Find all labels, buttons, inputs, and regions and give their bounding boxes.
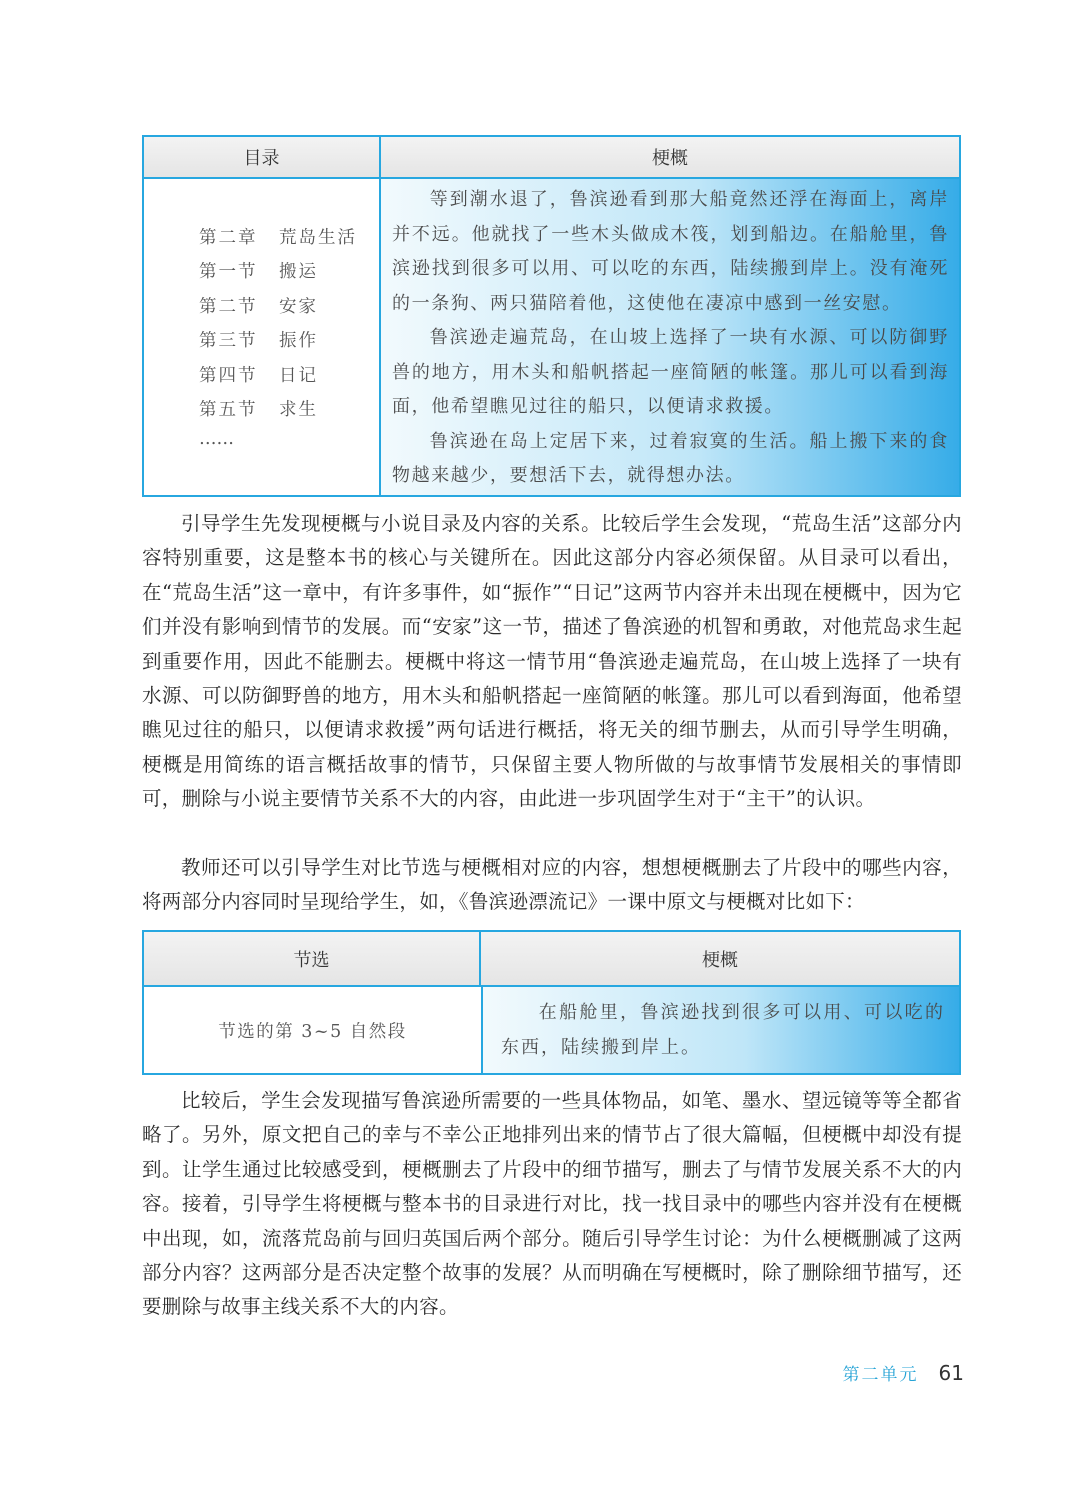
page-footer: [843, 1360, 964, 1385]
toc-item: [199, 254, 379, 289]
toc-item-title: 搬运: [279, 262, 318, 283]
toc-item: [199, 392, 379, 427]
header-synopsis: 梗概: [702, 949, 738, 971]
toc-item-label: 第二章: [199, 227, 258, 248]
toc-item: [199, 219, 379, 254]
toc-item-label: 第一节: [199, 262, 258, 283]
toc-item-title: 日记: [279, 365, 318, 386]
toc-item-title: 振作: [279, 331, 318, 352]
toc-item: [199, 357, 379, 392]
unit-label: 第二单元: [842, 1365, 919, 1385]
synopsis-paragraph: 鲁滨逊在岛上定居下来，过着寂寞的生活。船上搬下来的食物越来越少，要想活下去，就得想办法。: [392, 430, 949, 486]
synopsis-paragraph: 等到潮水退了，鲁滨逊看到那大船竟然还浮在海面上，离岸并不远。他就找了一些木头做成木筏，划到船边。在船舱里，鲁滨逊找到很多可以用、可以吃的东西，陆续搬到岸上。没有淹死的一条狗、两只猫陪着他，这使他在凄凉中感到一丝安慰。: [392, 189, 949, 314]
header-toc: 目录: [144, 137, 381, 177]
toc-ellipsis: ……: [199, 429, 234, 449]
header-excerpt: 节选: [144, 932, 481, 985]
synopsis-paragraph: 在船舱里，鲁滨逊找到很多可以用、可以吃的东西，陆续搬到岸上。: [501, 1002, 945, 1058]
table-header: [144, 932, 959, 987]
toc-item-title: 荒岛生活: [279, 227, 357, 248]
toc-item: [199, 323, 379, 358]
synopsis-cell: [381, 179, 959, 495]
synopsis-cell: [483, 987, 959, 1073]
toc-item-label: 第四节: [199, 365, 258, 386]
toc-item-label: 第五节: [199, 400, 258, 421]
paragraph-text: 引导学生先发现梗概与小说目录及内容的关系。比较后学生会发现，“荒岛生活”这部分内容特别重要，这是整本书的核心与关键所在。因此这部分内容必须保留。从目录可以看出，在“荒岛生活”这一章中，有许多事件，如“振作”“日记”这两节内容并未出现在梗概中，因为它们并没有影响到情节的发展。而“安家”这一节，描述了鲁滨逊的机智和勇敢，对他荒岛求生起到重要作用，因此不能删去。梗概中将这一情节用“鲁滨逊走遍荒岛，在山坡上选择了一块有水源、可以防御野兽的地方，用木头和船帆搭起一座简陋的帐篷。那儿可以看到海面，他希望瞧见过往的船只，以便请求救援”两句话进行概括，将无关的细节删去，从而引导学生明确，梗概是用简练的语言概括故事的情节，只保留主要人物所做的与故事情节发展相关的事情即可，删除与小说主要情节关系不大的内容，由此进一步巩固学生对于“主干”的认识。: [142, 512, 962, 811]
excerpt-cell: 节选的第 3~5 自然段: [144, 987, 483, 1073]
toc-item-label: 第二节: [199, 296, 258, 317]
table-body: [144, 987, 959, 1073]
body-paragraph-1: [142, 507, 962, 817]
toc-item-title: 安家: [279, 296, 318, 317]
excerpt-synopsis-table: [142, 930, 961, 1075]
page-number: 61: [938, 1361, 964, 1385]
toc-item: [199, 288, 379, 323]
body-paragraph-2: [142, 851, 962, 920]
synopsis-paragraph: 鲁滨逊走遍荒岛，在山坡上选择了一块有水源、可以防御野兽的地方，用木头和船帆搭起一座简陋的帐篷。那儿可以看到海面，他希望瞧见过往的船只，以便请求救援。: [392, 327, 949, 417]
toc-item-title: 求生: [279, 400, 318, 421]
toc-item-label: 第三节: [199, 331, 258, 352]
table-header: [144, 137, 959, 179]
toc-cell: [144, 179, 381, 495]
table-body: [144, 179, 959, 495]
body-paragraph-3: [142, 1084, 962, 1325]
paragraph-text: 教师还可以引导学生对比节选与梗概相对应的内容，想想梗概删去了片段中的哪些内容，将两部分内容同时呈现给学生，如，《鲁滨逊漂流记》一课中原文与梗概对比如下：: [142, 856, 962, 914]
toc-synopsis-table: [142, 135, 961, 497]
header-synopsis: 梗概: [652, 148, 688, 169]
paragraph-text: 比较后，学生会发现描写鲁滨逊所需要的一些具体物品，如笔、墨水、望远镜等等全都省略了。另外，原文把自己的幸与不幸公正地排列出来的情节占了很大篇幅，但梗概中却没有提到。让学生通过比较感受到，梗概删去了片段中的细节描写，删去了与情节发展关系不大的内容。接着，引导学生将梗概与整本书的目录进行对比，找一找目录中的哪些内容并没有在梗概中出现，如，流落荒岛前与回归英国后两个部分。随后引导学生讨论：为什么梗概删减了这两部分内容？这两部分是否决定整个故事的发展？从而明确在写梗概时，除了删除细节描写，还要删除与故事主线关系不大的内容。: [142, 1089, 962, 1319]
